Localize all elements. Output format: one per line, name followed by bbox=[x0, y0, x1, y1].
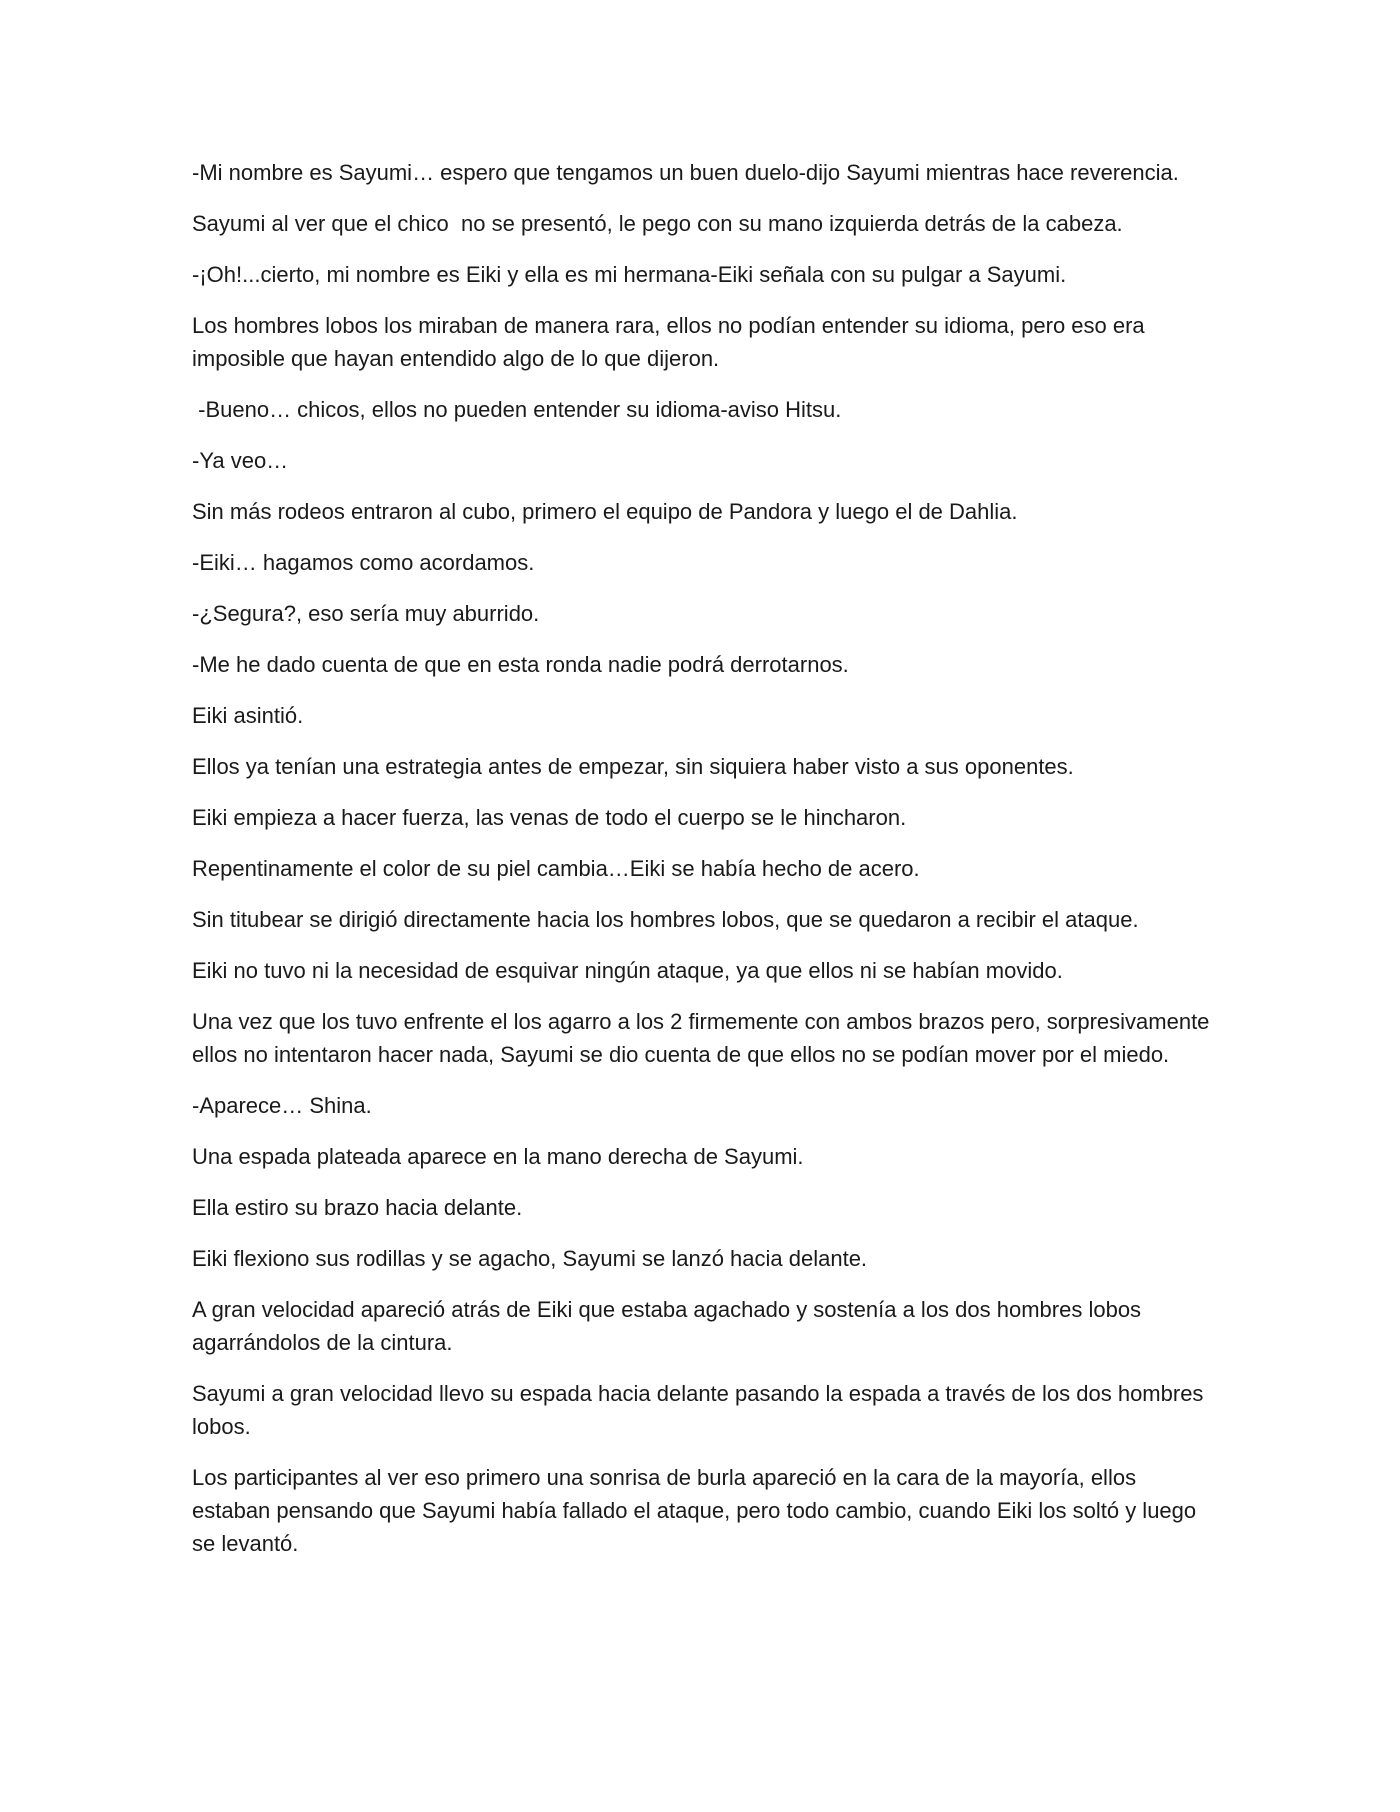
paragraph-15: Sin titubear se dirigió directamente hacia los hombres lobos, que se quedaron a recibir el ataque. bbox=[192, 907, 1139, 932]
paragraph-7: Sin más rodeos entraron al cubo, primero el equipo de Pandora y luego el de Dahlia. bbox=[192, 499, 1018, 524]
paragraph-13: Eiki empieza a hacer fuerza, las venas de todo el cuerpo se le hincharon. bbox=[192, 805, 907, 830]
paragraph-1: -Mi nombre es Sayumi… espero que tengamos un buen duelo-dijo Sayumi mientras hace reverencia. bbox=[192, 160, 1179, 185]
paragraph-2: Sayumi al ver que el chico no se presentó, le pego con su mano izquierda detrás de la cabeza. bbox=[192, 211, 1123, 236]
paragraph-5: -Bueno… chicos, ellos no pueden entender su idioma-aviso Hitsu. bbox=[192, 397, 842, 422]
paragraph-10: -Me he dado cuenta de que en esta ronda nadie podrá derrotarnos. bbox=[192, 652, 849, 677]
paragraph-11: Eiki asintió. bbox=[192, 703, 304, 728]
paragraph-4: Los hombres lobos los miraban de manera rara, ellos no podían entender su idioma, pero eso era imposible que hayan entendido algo de lo que dijeron. bbox=[192, 313, 1151, 371]
paragraph-17: Una vez que los tuvo enfrente el los agarro a los 2 firmemente con ambos brazos pero, sorpresivamente ellos no intentaron hacer nada, Sayumi se dio cuenta de que ellos no se podían mover por el miedo. bbox=[192, 1009, 1216, 1067]
paragraph-16: Eiki no tuvo ni la necesidad de esquivar ningún ataque, ya que ellos ni se habían movido. bbox=[192, 958, 1063, 983]
paragraph-6: -Ya veo… bbox=[192, 448, 289, 473]
paragraph-21: Eiki flexiono sus rodillas y se agacho, Sayumi se lanzó hacia delante. bbox=[192, 1246, 868, 1271]
paragraph-9: -¿Segura?, eso sería muy aburrido. bbox=[192, 601, 540, 626]
paragraph-23: Sayumi a gran velocidad llevo su espada hacia delante pasando la espada a través de los dos hombres lobos. bbox=[192, 1381, 1210, 1439]
paragraph-18: -Aparece… Shina. bbox=[192, 1093, 372, 1118]
paragraph-8: -Eiki… hagamos como acordamos. bbox=[192, 550, 535, 575]
paragraph-20: Ella estiro su brazo hacia delante. bbox=[192, 1195, 523, 1220]
paragraph-22: A gran velocidad apareció atrás de Eiki que estaba agachado y sostenía a los dos hombres lobos agarrándolos de la cintura. bbox=[192, 1297, 1148, 1355]
paragraph-24: Los participantes al ver eso primero una sonrisa de burla apareció en la cara de la mayoría, ellos estaban pensando que Sayumi había fallado el ataque, pero todo cambio, cuando Eiki los soltó y luego se levantó. bbox=[192, 1465, 1203, 1556]
paragraph-19: Una espada plateada aparece en la mano derecha de Sayumi. bbox=[192, 1144, 804, 1169]
paragraph-14: Repentinamente el color de su piel cambia…Eiki se había hecho de acero. bbox=[192, 856, 920, 881]
paragraph-3: -¡Oh!...cierto, mi nombre es Eiki y ella es mi hermana-Eiki señala con su pulgar a Sayumi. bbox=[192, 262, 1067, 287]
document-body bbox=[192, 156, 1216, 1578]
paragraph-12: Ellos ya tenían una estrategia antes de empezar, sin siquiera haber visto a sus oponentes. bbox=[192, 754, 1074, 779]
